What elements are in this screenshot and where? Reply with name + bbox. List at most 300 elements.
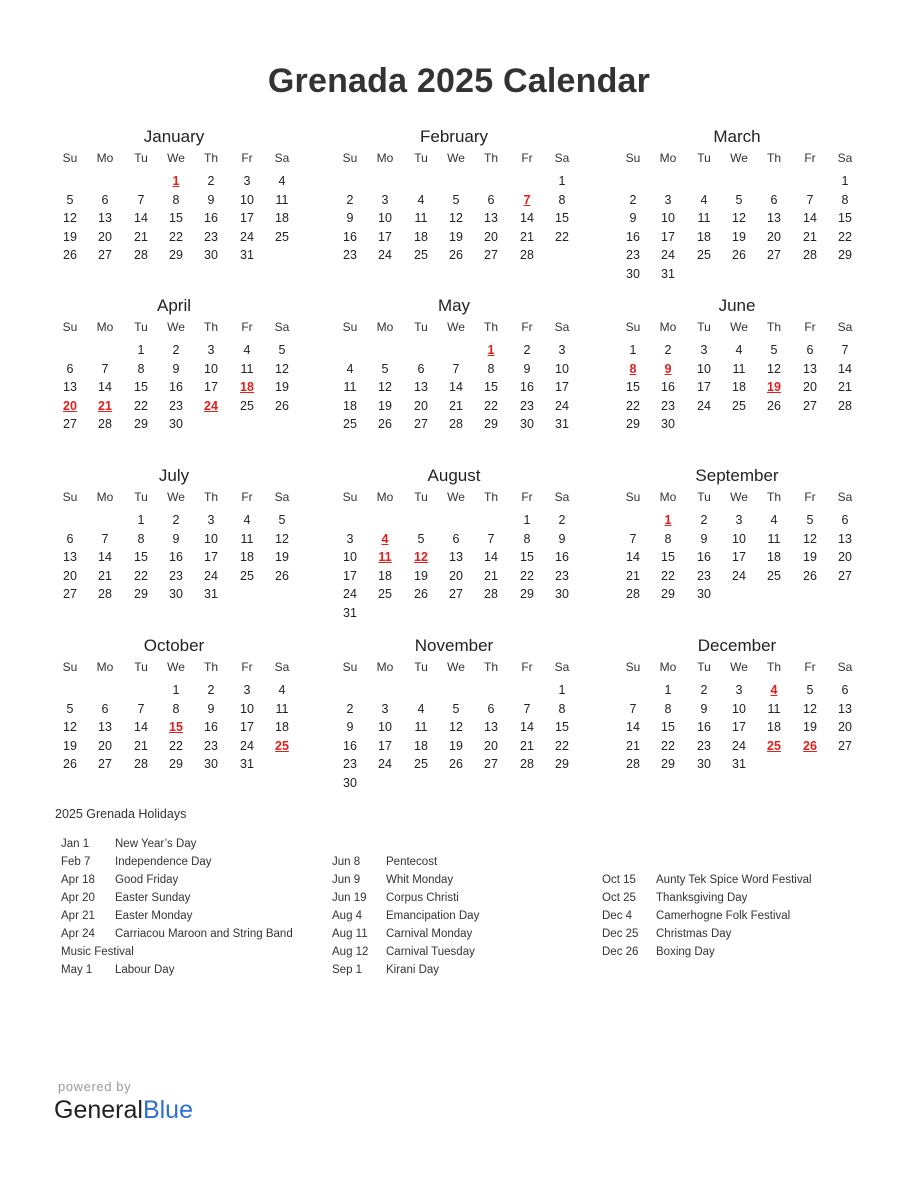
weekday-header: Mo [376, 660, 394, 674]
calendar-date: 2 [207, 683, 215, 697]
calendar-date: 6 [417, 361, 425, 376]
calendar-date: 1 [523, 513, 531, 527]
calendar-date: 3 [735, 683, 743, 697]
calendar-date: 29 [661, 757, 675, 771]
calendar-date: 8 [664, 701, 672, 716]
calendar-date: 13 [98, 211, 112, 225]
calendar-date: 19 [732, 229, 746, 244]
holiday-date-label: Sep 1 [332, 964, 363, 976]
weekday-header: Sa [837, 151, 853, 165]
calendar-date: 6 [101, 701, 109, 716]
calendar-date: 16 [555, 550, 569, 564]
calendar-date: 28 [98, 417, 112, 431]
holiday-date: 15 [169, 720, 183, 734]
month-name: October [143, 636, 205, 655]
calendar-date: 12 [378, 380, 392, 394]
holiday-date-label: Aug 12 [332, 946, 369, 958]
calendar-date: 18 [697, 229, 711, 244]
calendar-date: 23 [520, 398, 534, 413]
weekday-header: We [447, 660, 465, 674]
calendar-date: 22 [555, 229, 569, 244]
weekday-header: Tu [414, 660, 428, 674]
calendar-date: 11 [343, 380, 357, 394]
calendar-date: 4 [735, 343, 743, 357]
calendar-date: 30 [204, 248, 218, 262]
calendar-date: 26 [767, 398, 781, 413]
calendar-date: 15 [555, 720, 569, 734]
calendar-date: 22 [134, 398, 148, 413]
brand-blue: Blue [142, 1096, 193, 1124]
weekday-header: We [167, 490, 185, 504]
weekday-header: Mo [376, 151, 394, 165]
calendar-date: 17 [204, 380, 218, 394]
calendar-date: 6 [487, 701, 495, 716]
calendar-date: 25 [414, 248, 428, 262]
calendar-date: 29 [520, 587, 534, 601]
calendar-date: 30 [169, 587, 183, 601]
calendar-date: 8 [172, 192, 180, 207]
calendar-date: 15 [661, 550, 675, 564]
calendar-date: 14 [838, 361, 852, 376]
weekday-header: Mo [659, 660, 677, 674]
calendar-date: 13 [449, 550, 463, 564]
holiday-date: 26 [803, 738, 817, 753]
calendar-date: 12 [63, 211, 77, 225]
holiday-date-label: Jun 19 [332, 892, 367, 904]
holiday-date-label: Jan 1 [61, 838, 90, 850]
holiday-date-label: May 1 [61, 964, 93, 976]
calendar-date: 29 [484, 417, 498, 431]
calendar-date: 28 [803, 248, 817, 262]
calendar-date: 2 [558, 513, 566, 527]
weekday-header: Sa [554, 151, 570, 165]
calendar-date: 16 [697, 720, 711, 734]
holiday-date-label: Oct 25 [602, 892, 636, 904]
holiday-name: Labour Day [115, 964, 175, 976]
calendar-date: 19 [275, 550, 289, 564]
weekday-header: Tu [134, 660, 148, 674]
calendar-date: 22 [661, 738, 675, 753]
calendar-date: 21 [626, 568, 640, 583]
holiday-date-label: Apr 24 [61, 928, 95, 940]
calendar-date: 14 [626, 550, 640, 564]
calendar-date: 9 [172, 531, 180, 546]
calendar-date: 16 [520, 380, 534, 394]
weekday-header: Tu [697, 660, 711, 674]
calendar-date: 13 [838, 531, 852, 546]
calendar-date: 14 [520, 211, 534, 225]
weekday-header: Th [766, 320, 781, 334]
calendar-date: 6 [487, 192, 495, 207]
weekday-header: Tu [697, 151, 711, 165]
calendar-date: 4 [243, 513, 251, 527]
calendar-date: 15 [134, 380, 148, 394]
calendar-date: 30 [697, 757, 711, 771]
calendar-date: 30 [661, 417, 675, 431]
calendar-date: 13 [803, 361, 817, 376]
holiday-date: 1 [172, 174, 180, 188]
calendar-date: 2 [700, 683, 708, 697]
weekday-header: Fr [241, 490, 253, 504]
calendar-date: 7 [841, 343, 849, 357]
holiday-date: 1 [664, 513, 672, 527]
month-name: July [158, 466, 190, 485]
calendar-date: 1 [558, 683, 566, 697]
calendar-date: 28 [98, 587, 112, 601]
calendar-date: 15 [555, 211, 569, 225]
calendar-date: 19 [449, 229, 463, 244]
calendar-date: 12 [275, 361, 289, 376]
calendar-date: 31 [343, 605, 357, 620]
calendar-date: 13 [63, 550, 77, 564]
holiday-date-label: Aug 11 [332, 928, 368, 940]
calendar-date: 19 [63, 738, 77, 753]
calendar-date: 12 [803, 701, 817, 716]
calendar-date: 1 [137, 343, 145, 357]
calendar-date: 8 [558, 701, 566, 716]
calendar-date: 8 [841, 192, 849, 207]
calendar-date: 22 [169, 738, 183, 753]
calendar-date: 22 [626, 398, 640, 413]
month-name: September [695, 466, 779, 485]
weekday-header: Th [766, 490, 781, 504]
weekday-header: We [447, 320, 465, 334]
brand-logo[interactable] [54, 1096, 193, 1125]
holiday-date-label: Aug 4 [332, 910, 363, 922]
weekday-header: Mo [96, 320, 114, 334]
calendar-date: 15 [661, 720, 675, 734]
calendar-date: 26 [63, 757, 77, 771]
calendar-date: 18 [767, 550, 781, 564]
calendar-date: 15 [134, 550, 148, 564]
calendar-date: 28 [838, 398, 852, 413]
weekday-header: Fr [521, 151, 533, 165]
weekday-header: Th [483, 490, 498, 504]
calendar-date: 12 [803, 531, 817, 546]
calendar-date: 6 [806, 343, 814, 357]
calendar-date: 3 [558, 343, 566, 357]
calendar-date: 7 [629, 531, 637, 546]
calendar-date: 17 [732, 720, 746, 734]
holiday-name: Easter Sunday [115, 892, 191, 904]
calendar-date: 9 [523, 361, 531, 376]
weekday-header: Fr [241, 660, 253, 674]
calendar-date: 10 [661, 211, 675, 225]
calendar-date: 29 [169, 248, 183, 262]
calendar-date: 3 [664, 192, 672, 207]
calendar-date: 21 [626, 738, 640, 753]
calendar-date: 26 [63, 248, 77, 262]
calendar-date: 20 [98, 738, 112, 753]
calendar-date: 13 [484, 720, 498, 734]
calendar-date: 10 [555, 361, 569, 376]
calendar-date: 26 [449, 757, 463, 771]
calendar-date: 12 [275, 531, 289, 546]
calendar-date: 3 [735, 513, 743, 527]
calendar-date: 17 [697, 380, 711, 394]
calendar-date: 20 [63, 568, 77, 583]
calendar-date: 8 [137, 531, 145, 546]
weekday-header: Th [203, 660, 218, 674]
calendar-date: 22 [520, 568, 534, 583]
holiday-name: Independence Day [115, 856, 212, 868]
calendar-date: 15 [838, 211, 852, 225]
calendar-date: 3 [700, 343, 708, 357]
calendar-date: 26 [449, 248, 463, 262]
calendar-date: 28 [626, 757, 640, 771]
calendar-date: 26 [803, 568, 817, 583]
calendar-date: 25 [414, 757, 428, 771]
calendar-date: 18 [275, 720, 289, 734]
holiday-date-label: Jun 9 [332, 874, 361, 886]
calendar-date: 24 [661, 248, 675, 262]
calendar-date: 7 [806, 192, 814, 207]
calendar-date: 9 [346, 211, 354, 225]
calendar-date: 20 [484, 229, 498, 244]
calendar-date: 28 [134, 757, 148, 771]
calendar-date: 21 [520, 738, 534, 753]
month-name: June [718, 296, 756, 315]
calendar-date: 1 [629, 343, 637, 357]
calendar-date: 18 [414, 738, 428, 753]
holiday-name: Aunty Tek Spice Word Festival [656, 874, 812, 886]
calendar-date: 7 [137, 192, 145, 207]
calendar-date: 7 [487, 531, 495, 546]
calendar-date: 11 [697, 211, 711, 225]
weekday-header: Sa [554, 660, 570, 674]
calendar-date: 25 [767, 568, 781, 583]
weekday-header: Th [203, 490, 218, 504]
holiday-name: Kirani Day [386, 964, 440, 976]
calendar-date: 20 [414, 398, 428, 413]
calendar-date: 9 [172, 361, 180, 376]
weekday-header: Su [62, 320, 78, 334]
calendar-date: 11 [240, 531, 254, 546]
calendar-date: 23 [343, 757, 357, 771]
calendar-date: 28 [520, 757, 534, 771]
calendar-date: 11 [414, 211, 428, 225]
calendar-date: 24 [732, 568, 746, 583]
weekday-header: Fr [521, 490, 533, 504]
holiday-name: Thanksgiving Day [656, 892, 748, 904]
calendar-date: 11 [414, 720, 428, 734]
calendar-date: 10 [204, 531, 218, 546]
calendar-date: 10 [378, 720, 392, 734]
calendar-date: 24 [204, 568, 218, 583]
calendar-date: 12 [63, 720, 77, 734]
calendar-date: 16 [204, 211, 218, 225]
calendar-date: 2 [700, 513, 708, 527]
calendar-date: 5 [452, 192, 460, 207]
holiday-name: Emancipation Day [386, 910, 480, 922]
month-name: April [156, 296, 191, 315]
calendar-date: 21 [803, 229, 817, 244]
weekday-header: Th [766, 151, 781, 165]
calendar-date: 16 [169, 550, 183, 564]
holiday-date-label: Dec 25 [602, 928, 639, 940]
calendar-date: 4 [417, 701, 425, 716]
holiday-name: Camerhogne Folk Festival [656, 910, 791, 922]
calendar-date: 30 [204, 757, 218, 771]
weekday-header: Mo [376, 320, 394, 334]
calendar-date: 9 [207, 701, 215, 716]
holiday-date: 21 [98, 398, 112, 413]
holiday-date-label: Apr 20 [61, 892, 95, 904]
calendar-date: 3 [346, 531, 354, 546]
calendar-date: 8 [558, 192, 566, 207]
calendar-date: 29 [661, 587, 675, 601]
holiday-date: 12 [414, 550, 428, 564]
calendar-date: 25 [378, 587, 392, 601]
holiday-date-label: Oct 15 [602, 874, 636, 886]
calendar-date: 20 [484, 738, 498, 753]
calendar-date: 27 [484, 248, 498, 262]
weekday-header: Mo [659, 490, 677, 504]
holiday-date: 25 [275, 738, 289, 753]
calendar-date: 7 [137, 701, 145, 716]
weekday-header: Sa [274, 490, 290, 504]
calendar-date: 29 [134, 587, 148, 601]
calendar-date: 11 [767, 531, 781, 546]
calendar-date: 24 [378, 248, 392, 262]
calendar-date: 19 [63, 229, 77, 244]
holiday-date: 18 [240, 380, 254, 394]
holiday-date: 1 [487, 343, 495, 357]
calendar-date: 11 [732, 361, 746, 376]
calendar-date: 12 [767, 361, 781, 376]
calendar-date: 27 [484, 757, 498, 771]
calendar-date: 2 [172, 513, 180, 527]
month-name: January [143, 127, 205, 146]
calendar-date: 14 [449, 380, 463, 394]
calendar-date: 5 [278, 343, 286, 357]
holiday-date-label: Feb 7 [61, 856, 91, 868]
calendar-date: 8 [664, 531, 672, 546]
month-name: March [713, 127, 761, 146]
calendar-date: 31 [240, 248, 254, 262]
calendar-date: 20 [838, 550, 852, 564]
calendar-date: 4 [346, 361, 354, 376]
calendar-date: 4 [243, 343, 251, 357]
calendar-date: 6 [66, 531, 74, 546]
holiday-name: New Year’s Day [115, 838, 197, 850]
calendar-date: 15 [520, 550, 534, 564]
month-name: August [427, 466, 481, 485]
weekday-header: Su [62, 660, 78, 674]
calendar-date: 17 [378, 229, 392, 244]
calendar-date: 17 [555, 380, 569, 394]
powered-by-text: powered by [58, 1079, 132, 1094]
calendar-date: 21 [838, 380, 852, 394]
holiday-name: Pentecost [386, 856, 438, 868]
weekday-header: Th [766, 660, 781, 674]
calendar-date: 28 [520, 248, 534, 262]
calendar-date: 14 [626, 720, 640, 734]
calendar-date: 29 [626, 417, 640, 431]
calendar-date: 22 [484, 398, 498, 413]
calendar-date: 5 [770, 343, 778, 357]
weekday-header: Th [483, 320, 498, 334]
weekday-header: Mo [96, 151, 114, 165]
calendar-date: 4 [770, 513, 778, 527]
calendar-date: 31 [732, 757, 746, 771]
calendar-date: 26 [275, 568, 289, 583]
calendar-date: 20 [803, 380, 817, 394]
calendar-date: 23 [697, 738, 711, 753]
calendar-date: 21 [484, 568, 498, 583]
calendar-date: 27 [414, 417, 428, 431]
calendar-date: 4 [417, 192, 425, 207]
calendar-date: 29 [555, 757, 569, 771]
calendar-date: 23 [697, 568, 711, 583]
calendar-date: 9 [207, 192, 215, 207]
calendar-date: 28 [449, 417, 463, 431]
calendar-date: 24 [732, 738, 746, 753]
weekday-header: Th [483, 151, 498, 165]
calendar-date: 5 [66, 192, 74, 207]
holiday-date: 9 [664, 361, 672, 376]
calendar-date: 1 [841, 174, 849, 188]
calendar-date: 14 [98, 550, 112, 564]
calendar-date: 11 [275, 192, 289, 207]
calendar-date: 31 [204, 587, 218, 601]
holiday-date: 20 [63, 398, 77, 413]
calendar-date: 14 [484, 550, 498, 564]
weekday-header: Su [625, 320, 641, 334]
calendar-date: 5 [452, 701, 460, 716]
calendar-date: 13 [98, 720, 112, 734]
weekday-header: Mo [96, 660, 114, 674]
weekday-header: Sa [274, 320, 290, 334]
calendar-date: 9 [700, 701, 708, 716]
calendar-date: 27 [803, 398, 817, 413]
calendar-date: 9 [558, 531, 566, 546]
holiday-name: Carnival Tuesday [386, 946, 475, 958]
calendar-date: 2 [664, 343, 672, 357]
weekday-header: Tu [414, 151, 428, 165]
holiday-date-label: Jun 8 [332, 856, 361, 868]
calendar-date: 13 [838, 701, 852, 716]
weekday-header: Th [203, 151, 218, 165]
calendar-date: 10 [204, 361, 218, 376]
calendar-date: 12 [449, 720, 463, 734]
weekday-header: Tu [414, 320, 428, 334]
calendar-date: 3 [381, 701, 389, 716]
holiday-name: Easter Monday [115, 910, 193, 922]
weekday-header: Th [483, 660, 498, 674]
calendar-date: 3 [207, 343, 215, 357]
calendar-date: 6 [452, 531, 460, 546]
weekday-header: Su [62, 490, 78, 504]
weekday-header: We [167, 151, 185, 165]
calendar-date: 30 [343, 775, 357, 790]
calendar-date: 22 [169, 229, 183, 244]
calendar-date: 26 [414, 587, 428, 601]
calendar-date: 16 [697, 550, 711, 564]
calendar-date: 18 [767, 720, 781, 734]
calendar-date: 8 [172, 701, 180, 716]
calendar-date: 18 [240, 550, 254, 564]
weekday-header: Tu [134, 151, 148, 165]
weekday-header: Mo [659, 320, 677, 334]
weekday-header: Fr [804, 151, 816, 165]
weekday-header: We [447, 490, 465, 504]
calendar-date: 20 [98, 229, 112, 244]
calendar-date: 7 [523, 701, 531, 716]
brand-general: General [54, 1096, 143, 1124]
calendar-date: 7 [452, 361, 460, 376]
calendar-date: 23 [204, 738, 218, 753]
